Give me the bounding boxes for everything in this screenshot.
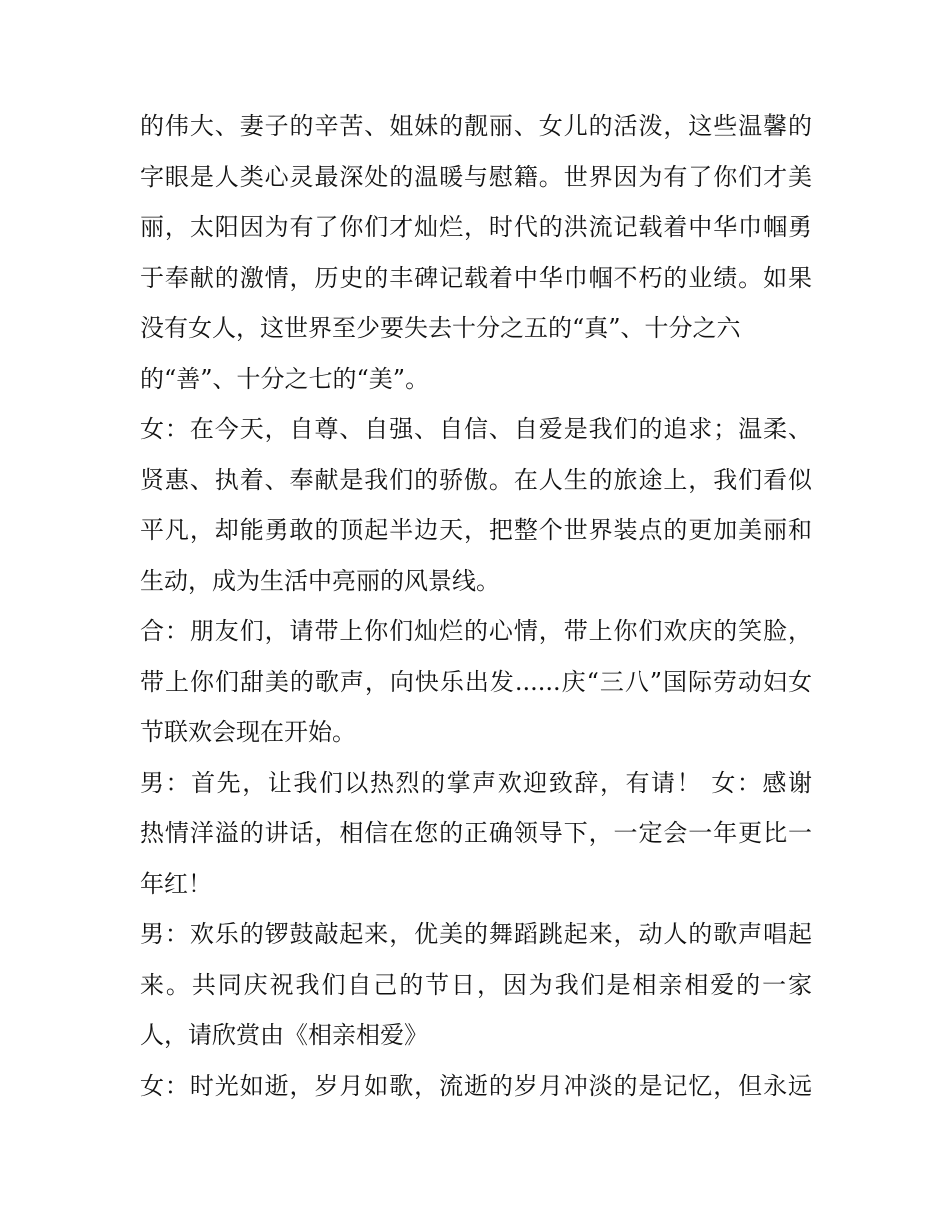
text-line: 贤惠、执着、奉献是我们的骄傲。在人生的旅途上，我们看似 (140, 465, 812, 494)
text-line: 年红！ (140, 869, 212, 898)
text-line: 女：时光如逝，岁月如歌，流逝的岁月冲淡的是记忆，但永远 (140, 1071, 812, 1100)
text-line: 来。共同庆祝我们自己的节日，因为我们是相亲相爱的一家 (140, 970, 812, 999)
text-line: 热情洋溢的讲话，相信在您的正确领导下，一定会一年更比一 (140, 819, 812, 847)
text-line: 于奉献的激情，历史的丰碑记载着中华巾帼不朽的业绩。如果 (140, 263, 812, 292)
text-line: 的“善”、十分之七的“美”。 (140, 364, 430, 393)
text-line: 人，请欣赏由《相亲相爱》 (140, 1021, 428, 1049)
text-line: 男：欢乐的锣鼓敲起来，优美的舞蹈跳起来，动人的歌声唱起 (140, 920, 812, 948)
text-line: 男：首先，让我们以热烈的掌声欢迎致辞，有请！ 女：感谢 (140, 768, 812, 797)
text-line: 节联欢会现在开始。 (140, 718, 356, 746)
text-line: 平凡，却能勇敢的顶起半边天，把整个世界装点的更加美丽和 (140, 516, 812, 544)
text-line: 带上你们甜美的歌声，向快乐出发......庆“三八”国际劳动妇女 (140, 667, 812, 696)
text-line: 的伟大、妻子的辛苦、姐妹的靓丽、女儿的活泼，这些温馨的 (140, 112, 812, 140)
text-line: 女：在今天，自尊、自强、自信、自爱是我们的追求；温柔、 (140, 415, 812, 443)
text-line: 丽，太阳因为有了你们才灿烂，时代的洪流记载着中华巾帼勇 (140, 213, 812, 241)
text-line: 字眼是人类心灵最深处的温暖与慰籍。世界因为有了你们才美 (140, 162, 812, 191)
text-line: 合：朋友们，请带上你们灿烂的心情，带上你们欢庆的笑脸， (140, 617, 812, 645)
text-line: 生动，成为生活中亮丽的风景线。 (140, 566, 500, 595)
document-body (140, 101, 820, 1111)
text-line: 没有女人，这世界至少要失去十分之五的“真”、十分之六 (140, 314, 741, 342)
